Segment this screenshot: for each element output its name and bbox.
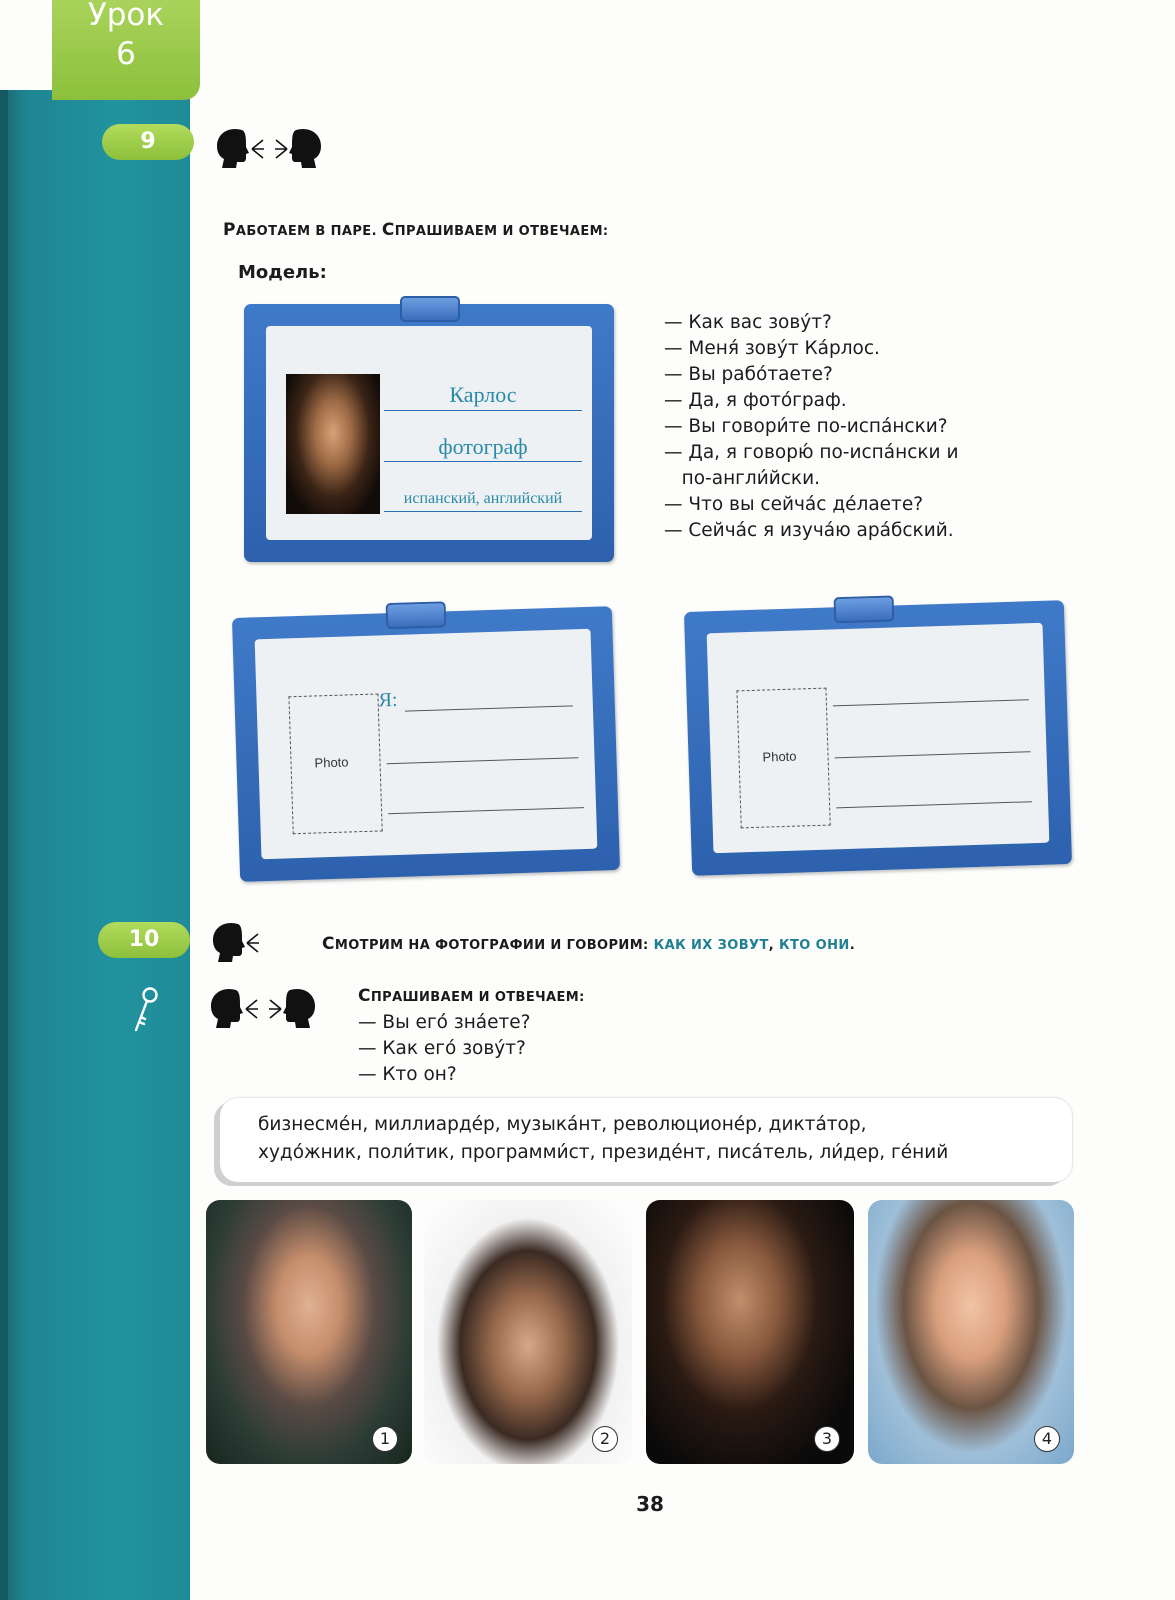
question-list — [358, 1010, 531, 1088]
vocabulary-line-1: бизнесме́н, миллиарде́р, музыка́нт, революционе́р, дикта́тор, — [258, 1114, 867, 1135]
badge-clip — [834, 595, 895, 623]
vocabulary-box — [220, 1098, 1072, 1182]
dialogue-line: — Да, я говорю́ по-испа́нски и — [664, 442, 959, 463]
speaking-head-icon — [212, 126, 252, 170]
lesson-number: 6 — [116, 36, 136, 72]
speaking-head-icon — [206, 986, 246, 1030]
exercise-9-number: 9 — [102, 124, 194, 160]
photo-number-4: 4 — [1034, 1426, 1060, 1452]
lesson-word: Урок — [87, 0, 165, 33]
photo-number-2: 2 — [592, 1426, 618, 1452]
portrait-photo-3 — [646, 1200, 854, 1464]
vocabulary-line-2: худо́жник, поли́тик, программи́ст, президе́нт, писа́тель, ли́дер, ге́ний — [258, 1142, 949, 1163]
ya-label: Я: — [378, 688, 398, 712]
portrait-photo-4 — [868, 1200, 1074, 1464]
model-profession: фотограф — [438, 434, 528, 459]
page-number: 38 — [636, 1492, 664, 1516]
photo-placeholder-label: Photo — [314, 754, 349, 771]
sound-waves-icon — [244, 928, 264, 958]
dialogue-line: — Что вы сейча́с де́лаете? — [664, 494, 924, 515]
photo-number-1: 1 — [372, 1426, 398, 1452]
model-name: Карлос — [449, 382, 517, 407]
dialogue-line: — Меня́ зову́т Ка́рлос. — [664, 338, 880, 359]
sound-waves-icon — [249, 134, 269, 164]
question-line: — Кто он? — [358, 1064, 457, 1085]
dialogue-line: по-англи́йски. — [664, 468, 821, 489]
dialogue-line: — Сейча́с я изуча́ю ара́бский. — [664, 520, 954, 541]
dialogue-line: — Как вас зову́т? — [664, 312, 832, 333]
portrait-photo-1 — [206, 1200, 412, 1464]
listening-head-icon — [286, 126, 326, 170]
blank-id-badge-2 — [684, 600, 1072, 876]
key-icon — [128, 984, 162, 1034]
badge-clip — [386, 601, 447, 629]
sidebar-stripe — [8, 90, 190, 1600]
photo-placeholder-label: Photo — [762, 748, 797, 765]
sound-waves-icon — [243, 994, 263, 1024]
exercise-10-sub-instruction: СПРАШИВАЕМ И ОТВЕЧАЕМ: — [358, 986, 585, 1006]
exercise-10-number: 10 — [98, 922, 190, 958]
model-languages: испанский, английский — [403, 490, 563, 507]
question-line: — Как его́ зову́т? — [358, 1038, 526, 1059]
question-line: — Вы его́ зна́ете? — [358, 1012, 531, 1033]
dialogue-line: — Вы рабо́таете? — [664, 364, 833, 385]
speaking-head-icon — [208, 920, 248, 964]
model-dialogue — [664, 310, 1004, 544]
exercise-9-instruction: РАБОТАЕМ В ПАРЕ. СПРАШИВАЕМ И ОТВЕЧАЕМ: — [223, 220, 609, 240]
photo-number-3: 3 — [814, 1426, 840, 1452]
dialogue-line: — Вы говори́те по-испа́нски? — [664, 416, 948, 437]
listening-head-icon — [280, 986, 320, 1030]
lesson-tab — [52, 0, 200, 100]
model-id-badge — [244, 304, 614, 562]
exercise-10-instruction: СМОТРИМ НА ФОТОГРАФИИ И ГОВОРИМ: КАК ИХ ЗОВУТ, КТО ОНИ. — [322, 934, 856, 954]
portrait-photo-2 — [424, 1200, 632, 1464]
dialogue-line: — Да, я фото́граф. — [664, 390, 847, 411]
badge-clip — [400, 296, 460, 322]
model-portrait-photo — [286, 374, 380, 514]
model-label: Модель: — [238, 262, 327, 283]
blank-id-badge-1 — [232, 606, 620, 882]
